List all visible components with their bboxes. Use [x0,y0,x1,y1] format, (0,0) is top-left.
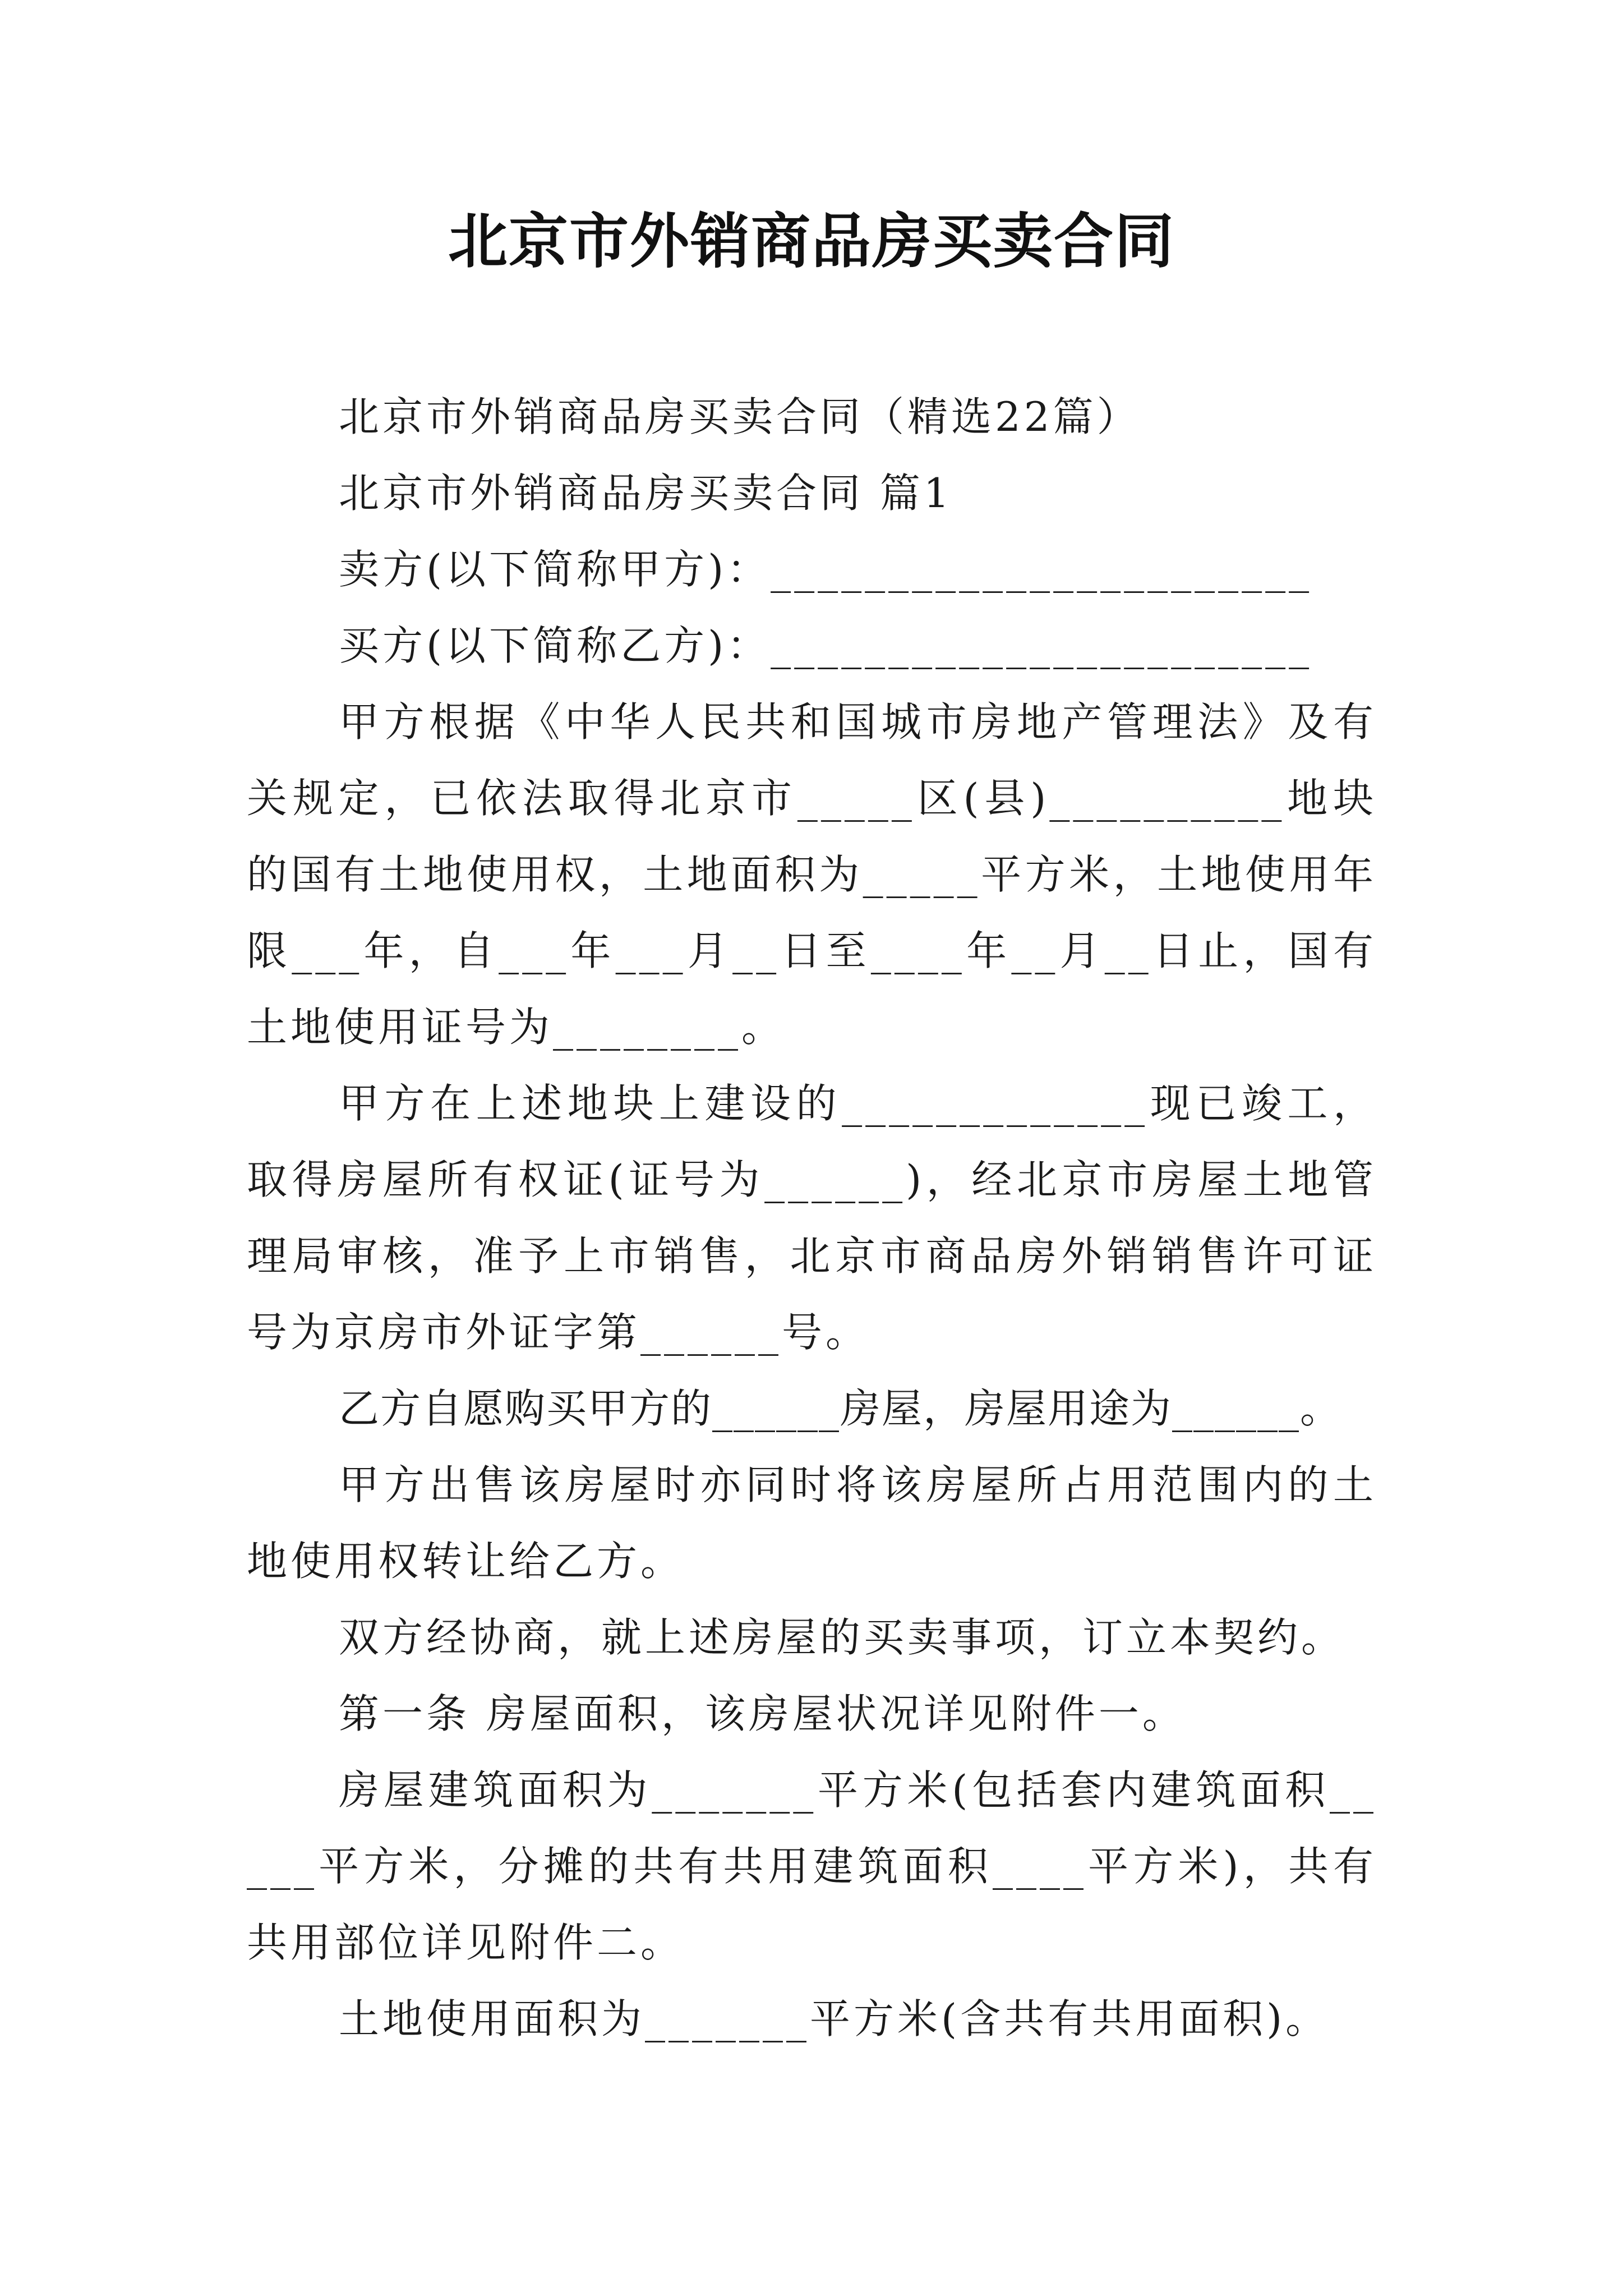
paragraph-building-area: 房屋建筑面积为_______平方米(包括套内建筑面积_____平方米，分摊的共有共用建筑面积____平方米)，共有共用部位详见附件二。 [247,1766,1377,1966]
paragraph-section-heading: 北京市外销商品房买卖合同 篇1 [339,470,953,517]
paragraph-land-area: 土地使用面积为_______平方米(含共有共用面积)。 [339,1995,1330,2042]
paragraph-seller: 卖方(以下简称甲方)：_______________________ [339,546,1313,593]
paragraph-construction: 甲方在上述地块上建设的_____________现已竣工，取得房屋所有权证(证号为______)，经北京市房屋土地管理局审核，准予上市销售，北京市商品房外销销售许可证号为京房市外证字第______号。 [247,1080,1377,1356]
paragraph-article-1: 第一条 房屋面积，该房屋状况详见附件一。 [339,1690,1186,1737]
paragraph-agreement: 双方经协商，就上述房屋的买卖事项，订立本契约。 [339,1614,1345,1661]
paragraph-land-transfer: 甲方出售该房屋时亦同时将该房屋所占用范围内的土地使用权转让给乙方。 [247,1461,1377,1585]
paragraph-purchase: 乙方自愿购买甲方的______房屋，房屋用途为______。 [339,1385,1342,1432]
document-body [247,379,1377,2057]
paragraph-subtitle: 北京市外销商品房买卖合同（精选22篇） [339,393,1141,440]
paragraph-buyer: 买方(以下简称乙方)：_______________________ [339,622,1313,669]
document-title: 北京市外销商品房买卖合同 [448,206,1175,276]
paragraph-land-rights: 甲方根据《中华人民共和国城市房地产管理法》及有关规定，已依法取得北京市_____区(县)__________地块的国有土地使用权，土地面积为_____平方米，土地使用年限___年，自___年___月__日至____年__月__日止，国有土地使用证号为________。 [247,698,1377,1051]
